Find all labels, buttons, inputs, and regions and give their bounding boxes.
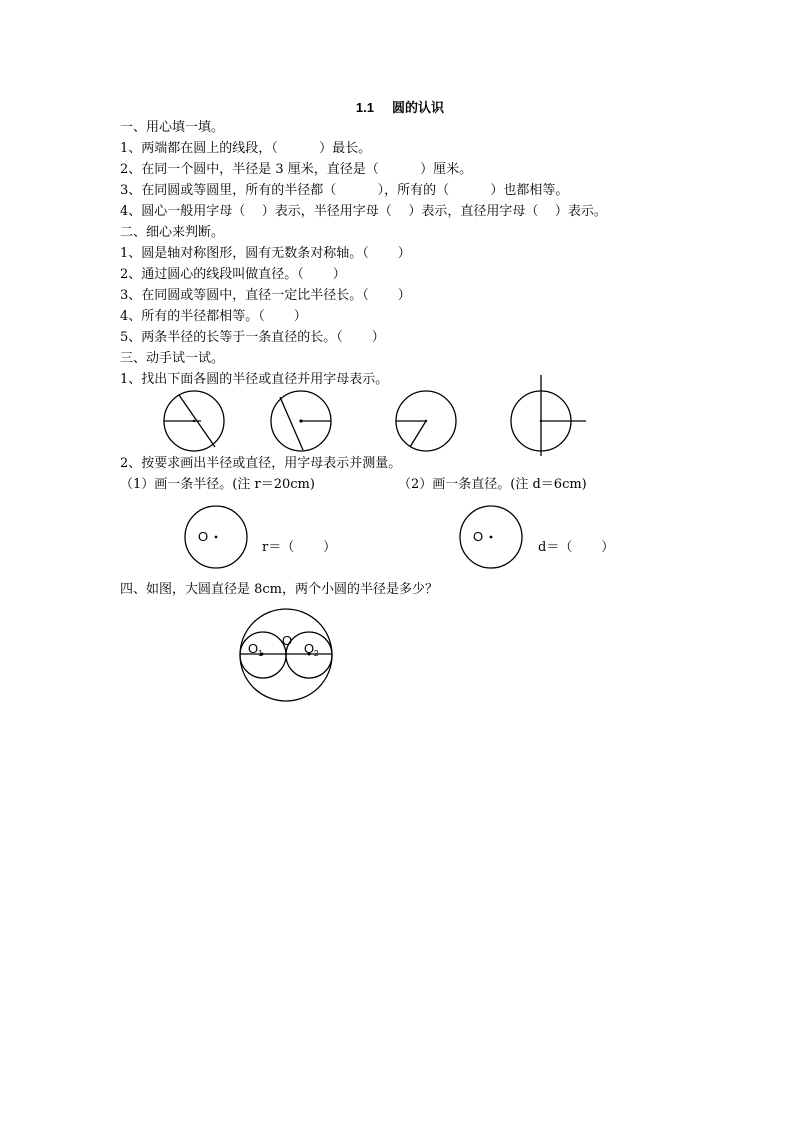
radius-task-center-label: O — [198, 529, 209, 544]
radius-task-center-dot — [215, 536, 218, 539]
section3-q1: 1、找出下面各圆的半径或直径并用字母表示。 — [120, 372, 389, 387]
section1-item-2: 2、在同一个圆中，半径是 3 厘米，直径是（ ）厘米。 — [120, 162, 473, 177]
left-center-label: O — [248, 641, 259, 656]
section2-item-2: 2、通过圆心的线段叫做直径。（ ） — [120, 267, 346, 282]
section2-item-3: 3、在同圆或等圆中，直径一定比半径长。（ ） — [120, 288, 411, 303]
diameter-task-center-label: O — [473, 529, 484, 544]
radius-answer: r＝（ ） — [262, 540, 337, 555]
section2-item-4: 4、所有的半径都相等。（ ） — [120, 309, 307, 324]
section2-item-5: 5、两条半径的长等于一条直径的长。（ ） — [120, 330, 385, 345]
section1-item-3: 3、在同圆或等圆里，所有的半径都（ ），所有的（ ）也都相等。 — [120, 183, 569, 198]
left-center-subscript: 1 — [258, 649, 263, 658]
page-title: 1.1 圆的认识 — [355, 100, 445, 115]
diameter-task-center-dot — [490, 536, 493, 539]
right-center-subscript: 2 — [314, 649, 319, 658]
section1-heading: 一、用心填一填。 — [120, 120, 225, 135]
section1-item-4: 4、圆心一般用字母（ ）表示，半径用字母（ ）表示，直径用字母（ ）表示。 — [120, 204, 607, 219]
circle-figure-4 — [511, 375, 586, 456]
section2-item-1: 1、圆是轴对称图形，圆有无数条对称轴。（ ） — [120, 246, 411, 261]
section3-heading: 三、动手试一试。 — [120, 351, 225, 366]
section2-heading: 二、细心来判断。 — [120, 225, 225, 240]
section3-q2b: （2）画一条直径。(注 d＝6cm) — [398, 477, 587, 492]
section3-q2a: （1）画一条半径。(注 r＝20cm) — [120, 477, 315, 492]
diameter-answer: d＝（ ） — [538, 540, 615, 555]
right-center-label: O — [304, 641, 315, 656]
section1-item-1: 1、两端都在圆上的线段，（ ）最长。 — [120, 141, 372, 156]
section3-q2: 2、按要求画出半径或直径，用字母表示并测量。 — [120, 456, 402, 471]
big-center-label: O — [282, 633, 293, 648]
section4-heading: 四、如图，大圆直径是 8cm，两个小圆的半径是多少？ — [120, 582, 439, 597]
